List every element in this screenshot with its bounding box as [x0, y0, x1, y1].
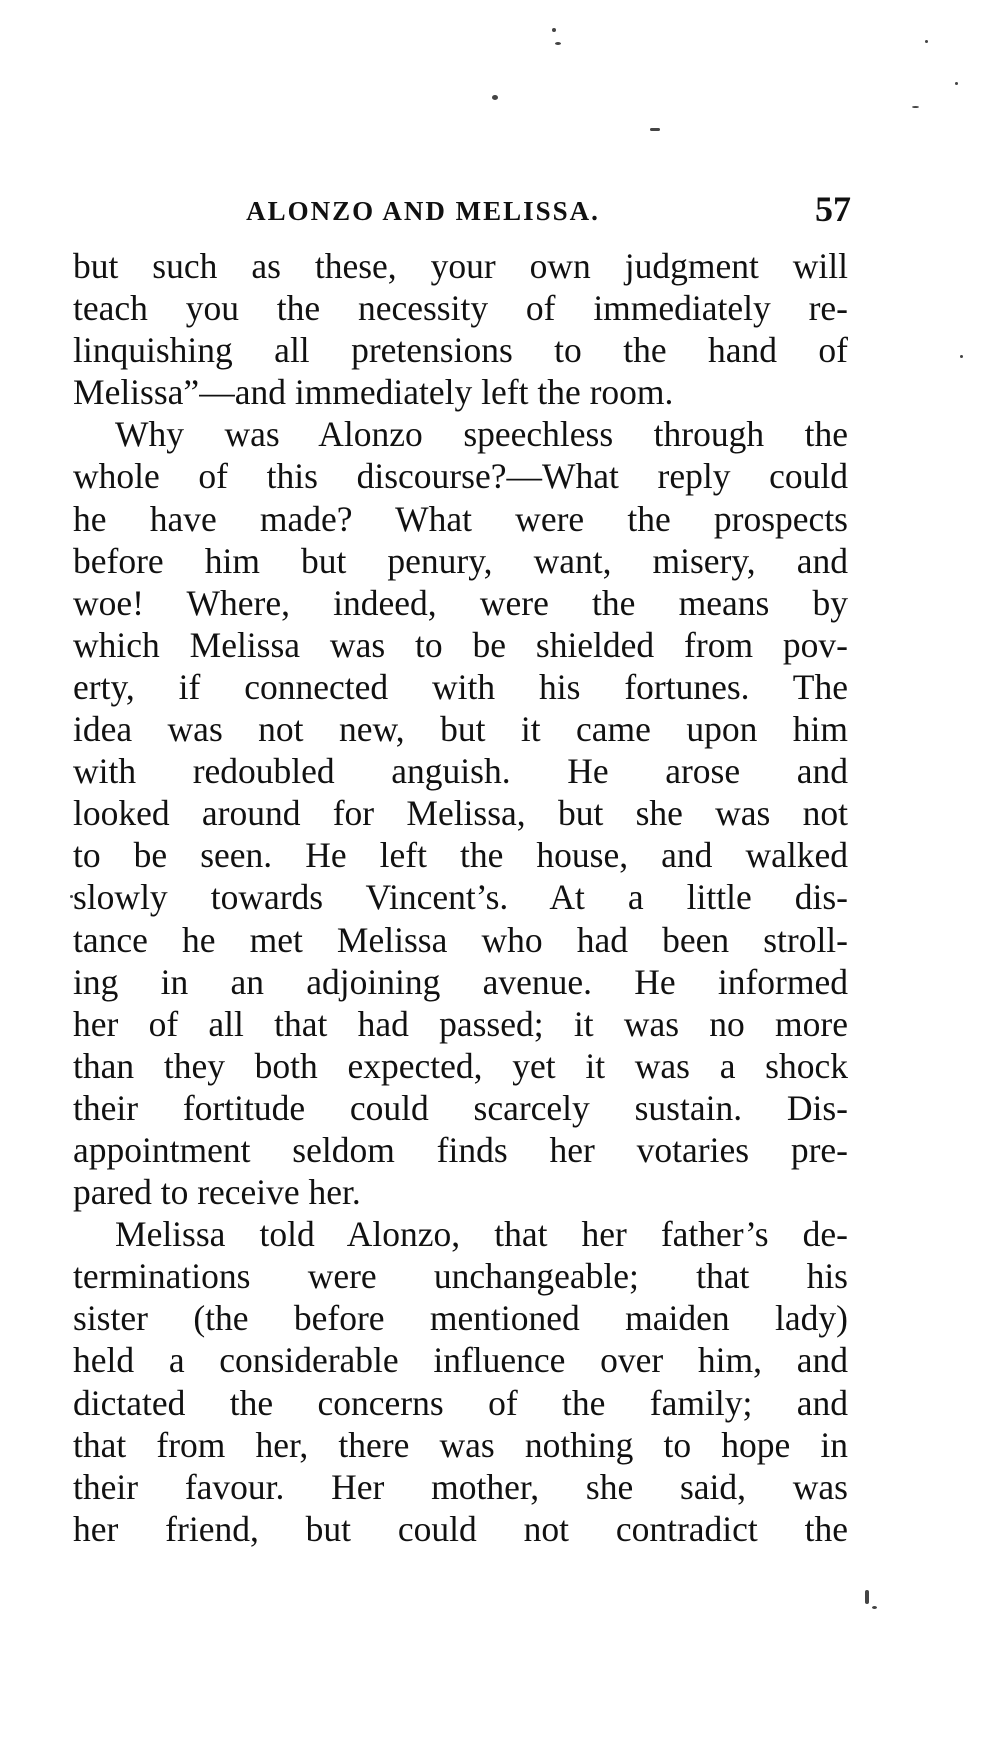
text-line: idea was not new, but it came upon him [73, 709, 848, 750]
scan-speck [912, 106, 919, 108]
scan-speck [555, 42, 561, 45]
scan-speck [925, 40, 928, 43]
scan-speck [492, 95, 498, 100]
scan-speck [872, 1606, 877, 1609]
scan-speck [960, 355, 963, 358]
text-line: their favour. Her mother, she said, was [73, 1466, 848, 1507]
body-text [73, 245, 848, 1550]
text-line: sister (the before mentioned maiden lady) [73, 1298, 848, 1339]
text-line: erty, if connected with his fortunes. The [73, 666, 848, 707]
text-line: looked around for Melissa, but she was not [73, 793, 848, 834]
text-line: with redoubled anguish. He arose and [73, 751, 848, 792]
scan-speck [865, 1590, 869, 1604]
text-line: but such as these, your own judgment will [73, 246, 848, 286]
text-line: slowly towards Vincent’s. At a little dis- [73, 877, 848, 918]
text-line: whole of this discourse?—What reply could [73, 456, 848, 497]
scan-speck [955, 82, 958, 85]
text-line: pared to receive her. [73, 1172, 361, 1213]
running-title: ALONZO AND MELISSA. [246, 196, 600, 226]
text-line: before him but penury, want, misery, and [73, 540, 848, 581]
text-line: held a considerable influence over him, and [73, 1340, 848, 1381]
text-line: Melissa told Alonzo, that her father’s de- [115, 1214, 848, 1255]
text-line: Melissa”—and immediately left the room. [73, 372, 674, 413]
text-line: her of all that had passed; it was no more [73, 1003, 848, 1044]
text-line: to be seen. He left the house, and walked [73, 835, 848, 876]
text-line: Why was Alonzo speechless through the [115, 414, 848, 455]
text-line: woe! Where, indeed, were the means by [73, 582, 848, 623]
page-number: 57 [815, 189, 851, 229]
text-line: that from her, there was nothing to hope in [73, 1424, 848, 1465]
text-line: ing in an adjoining avenue. He informed [73, 961, 848, 1002]
text-line: he have made? What were the prospects [73, 498, 848, 539]
text-line: than they both expected, yet it was a shock [73, 1045, 848, 1086]
text-line: their fortitude could scarcely sustain. Dis- [73, 1087, 848, 1128]
text-line: teach you the necessity of immediately re- [73, 288, 848, 329]
text-line: appointment seldom finds her votaries pre- [73, 1129, 848, 1170]
text-line: her friend, but could not contradict the [73, 1508, 848, 1549]
scan-speck [650, 128, 660, 131]
text-line: terminations were unchangeable; that his [73, 1256, 848, 1297]
scan-speck [552, 28, 556, 32]
text-line: which Melissa was to be shielded from pov- [73, 624, 848, 665]
text-line: tance he met Melissa who had been stroll- [73, 919, 848, 960]
text-line: linquishing all pretensions to the hand of [73, 330, 848, 371]
text-line: dictated the concerns of the family; and [73, 1382, 848, 1423]
running-head [73, 188, 853, 228]
